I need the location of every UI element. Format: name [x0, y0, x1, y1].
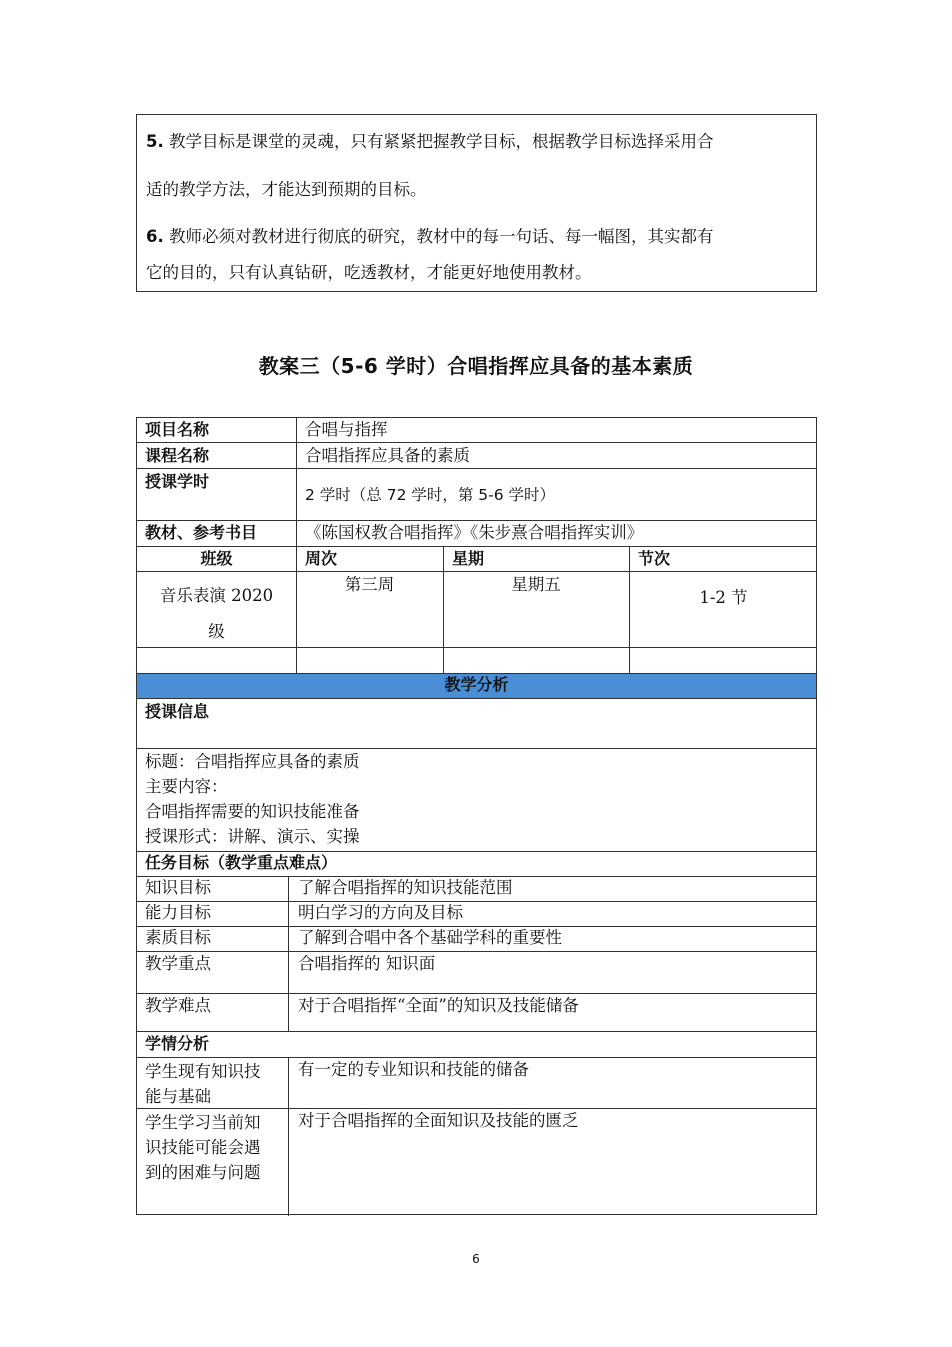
notes-box	[136, 114, 817, 292]
analysis-title: 教学分析	[444, 675, 509, 694]
note-5-line-1: 5. 教学目标是课堂的灵魂，只有紧紧把握教学目标，根据教学目标选择采用合	[146, 132, 714, 151]
page-number: 6	[472, 1252, 480, 1266]
lesson-line-1: 标题：合唱指挥应具备的素质	[145, 752, 360, 771]
class-value-line-1: 音乐表演 2020	[159, 586, 274, 605]
header-period: 节次	[638, 549, 671, 568]
goal-quality-label: 素质目标	[145, 928, 211, 947]
goal-knowledge-label: 知识目标	[145, 878, 211, 897]
lesson-line-2: 主要内容：	[145, 777, 228, 796]
header-day: 星期	[452, 549, 485, 568]
class-value-line-2: 级	[208, 622, 225, 641]
books-label: 教材、参考书目	[145, 523, 258, 542]
students-header: 学情分析	[145, 1034, 210, 1053]
hours-value: 2 学时（总 72 学时，第 5-6 学时）	[305, 486, 556, 504]
hours-label: 授课学时	[145, 472, 210, 491]
period-value: 1-2 节	[699, 588, 748, 607]
students-difficulty-label-2: 识技能可能会遇	[145, 1138, 261, 1157]
key-point-value: 合唱指挥的 知识面	[298, 954, 436, 973]
goal-knowledge-value: 了解合唱指挥的知识技能范围	[298, 878, 513, 897]
students-existing-label-1: 学生现有知识技	[145, 1062, 261, 1081]
day-value: 星期五	[511, 575, 561, 594]
difficulty-label: 教学难点	[145, 996, 211, 1015]
header-week: 周次	[305, 549, 338, 568]
key-point-label: 教学重点	[145, 954, 211, 973]
students-difficulty-value: 对于合唱指挥的全面知识及技能的匮乏	[298, 1111, 579, 1130]
note-5-line-2: 适的教学方法，才能达到预期的目标。	[146, 180, 427, 199]
lesson-info-label: 授课信息	[145, 702, 210, 721]
students-existing-value: 有一定的专业知识和技能的储备	[298, 1060, 529, 1079]
goals-header: 任务目标（教学重点难点）	[145, 853, 338, 872]
note-6-line-2: 它的目的，只有认真钻研，吃透教材，才能更好地使用教材。	[146, 263, 592, 282]
week-value: 第三周	[344, 575, 395, 594]
project-label: 项目名称	[145, 420, 210, 439]
goal-ability-value: 明白学习的方向及目标	[298, 903, 463, 922]
course-value: 合唱指挥应具备的素质	[305, 446, 470, 465]
header-class: 班级	[200, 549, 233, 568]
students-existing-label-2: 能与基础	[145, 1087, 211, 1106]
students-difficulty-label-3: 到的困难与问题	[145, 1163, 261, 1182]
lesson-line-3: 合唱指挥需要的知识技能准备	[145, 802, 360, 821]
difficulty-value: 对于合唱指挥“全面”的知识及技能储备	[298, 996, 579, 1015]
course-label: 课程名称	[145, 446, 210, 465]
goal-quality-value: 了解到合唱中各个基础学科的重要性	[298, 928, 562, 947]
students-difficulty-label-1: 学生学习当前知	[145, 1113, 261, 1132]
project-value: 合唱与指挥	[305, 420, 388, 439]
lesson-line-4: 授课形式：讲解、演示、实操	[145, 827, 360, 846]
lesson-plan-table	[136, 417, 817, 1215]
books-value: 《陈国权教合唱指挥》《朱步熹合唱指挥实训》	[305, 523, 644, 542]
note-6-line-1: 6. 教师必须对教材进行彻底的研究，教材中的每一句话、每一幅图，其实都有	[146, 227, 714, 246]
goal-ability-label: 能力目标	[145, 903, 211, 922]
lesson-plan-title: 教案三（5-6 学时）合唱指挥应具备的基本素质	[258, 354, 694, 378]
